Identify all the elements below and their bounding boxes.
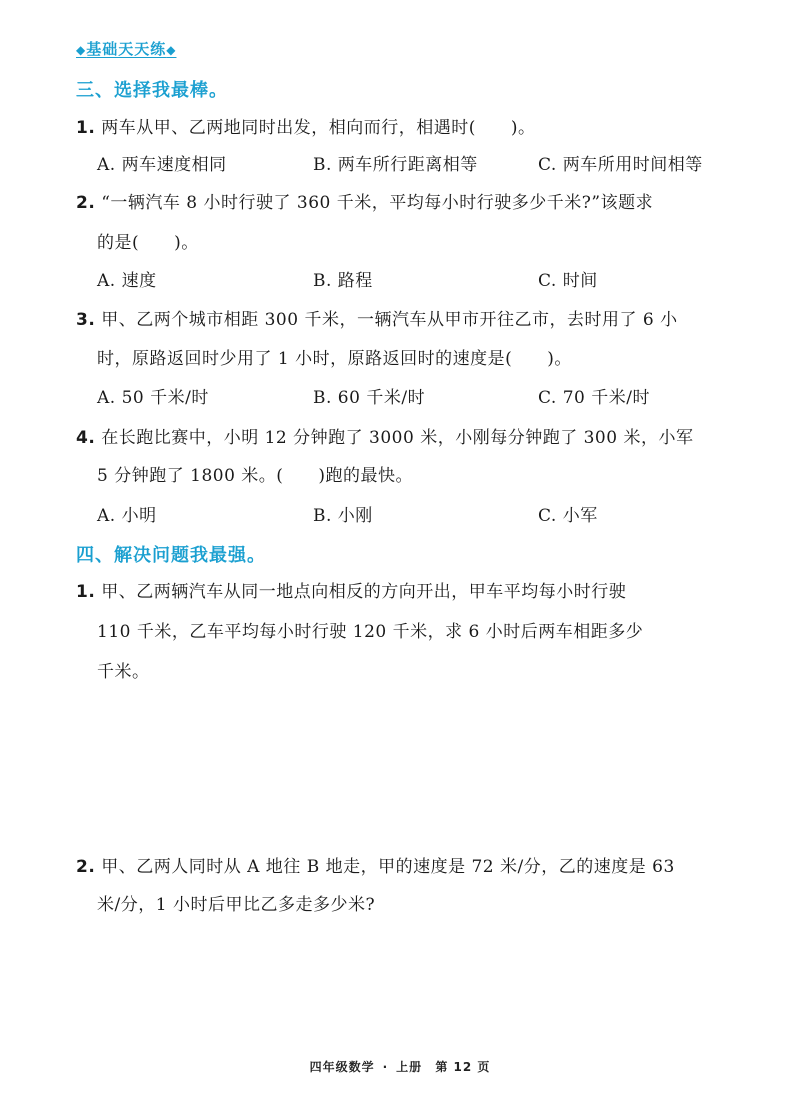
- practice-tag-label: 基础天天练: [86, 40, 167, 58]
- s3-q2-line-1: [76, 191, 653, 215]
- s3-q4-option-b: B. 小刚: [313, 506, 373, 526]
- section-3-title: 三、选择我最棒。: [76, 80, 228, 101]
- s3-q1-option-c: C. 两车所用时间相等: [538, 155, 703, 175]
- s3-q2-option-a: A. 速度: [97, 271, 157, 291]
- footer-volume: 上册: [396, 1060, 423, 1074]
- s3-q3-option-a: A. 50 千米/时: [97, 388, 209, 408]
- s4-q1-text-1: 甲、乙两辆汽车从同一地点向相反的方向开出，甲车平均每小时行驶: [101, 582, 627, 602]
- s3-q2-text-2: 的是( )。: [97, 233, 199, 253]
- s3-q3-option-c: C. 70 千米/时: [538, 388, 650, 408]
- s3-q3-text-2: 时，原路返回时少用了 1 小时，原路返回时的速度是( )。: [97, 349, 572, 369]
- s3-q1-number: 1.: [76, 118, 96, 138]
- s4-q1-line-1: [76, 580, 626, 604]
- footer-grade: 四年级数学: [309, 1060, 375, 1074]
- diamond-right-icon: ◆: [166, 43, 177, 57]
- s3-q4-text-2: 5 分钟跑了 1800 米。( )跑的最快。: [97, 466, 414, 486]
- s3-q1-text: 两车从甲、乙两地同时出发，相向而行，相遇时( )。: [101, 118, 536, 138]
- s4-q2-line-1: [76, 855, 675, 879]
- s3-q4-line-1: [76, 426, 693, 450]
- s3-q2-option-c: C. 时间: [538, 271, 598, 291]
- s3-q1-line-1: [76, 116, 535, 140]
- diamond-left-icon: ◆: [76, 43, 87, 57]
- s3-q1-option-b: B. 两车所行距离相等: [313, 155, 478, 175]
- s4-q1-text-2: 110 千米，乙车平均每小时行驶 120 千米，求 6 小时后两车相距多少: [97, 622, 644, 642]
- s4-q2-text-1: 甲、乙两人同时从 A 地往 B 地走，甲的速度是 72 米/分，乙的速度是 63: [101, 857, 675, 877]
- footer-page-number: 第 12 页: [435, 1060, 491, 1074]
- s4-q1-number: 1.: [76, 582, 96, 602]
- s3-q4-option-c: C. 小军: [538, 506, 598, 526]
- s3-q3-option-b: B. 60 千米/时: [313, 388, 426, 408]
- section-4-title: 四、解决问题我最强。: [76, 545, 266, 566]
- s4-q2-number: 2.: [76, 857, 96, 877]
- footer-separator: ·: [382, 1060, 389, 1074]
- s3-q2-option-b: B. 路程: [313, 271, 373, 291]
- s4-q1-text-3: 千米。: [97, 662, 150, 682]
- s3-q4-number: 4.: [76, 428, 96, 448]
- s4-q2-text-2: 米/分，1 小时后甲比乙多走多少米?: [97, 895, 376, 915]
- s3-q3-text-1: 甲、乙两个城市相距 300 千米，一辆汽车从甲市开往乙市，去时用了 6 小: [101, 310, 678, 330]
- s3-q2-text-1: “一辆汽车 8 小时行驶了 360 千米，平均每小时行驶多少千米?”该题求: [101, 193, 654, 213]
- page-footer: [0, 1058, 800, 1075]
- s3-q2-number: 2.: [76, 193, 96, 213]
- s3-q4-text-1: 在长跑比赛中，小明 12 分钟跑了 3000 米，小刚每分钟跑了 300 米，小军: [101, 428, 694, 448]
- s3-q3-number: 3.: [76, 310, 96, 330]
- s3-q1-option-a: A. 两车速度相同: [97, 155, 227, 175]
- s3-q4-option-a: A. 小明: [97, 506, 157, 526]
- s3-q3-line-1: [76, 308, 678, 332]
- practice-tag: [76, 38, 176, 59]
